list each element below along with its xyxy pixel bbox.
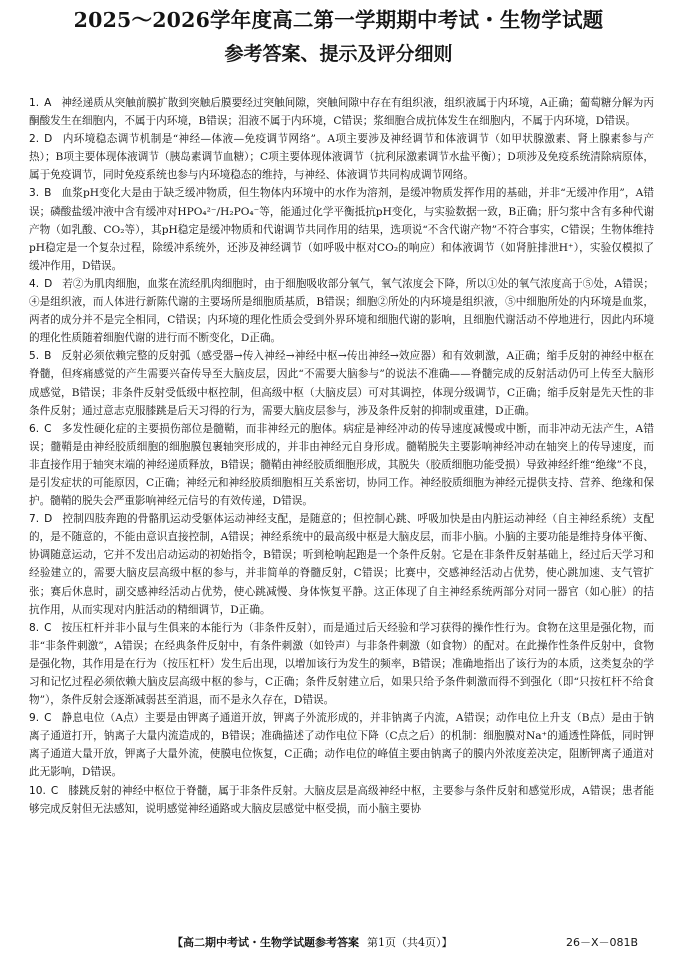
explanation-text: 控制四肢奔跑的骨骼肌运动受躯体运动神经支配，是随意的；但控制心跳、呼吸加快是由内脏运动神经（自主神经系统）支配的，是不随意的，不能由意识直接控制，A错误；神经系统中的最高级中枢是大脑皮层，而非小脑。小脑的主要功能是维持身体平衡、协调随意运动，它并不发出启动运动的初始指令，B错误；听到枪响起跑是一个条件反射。它是在非条件反射基础上，经过后天学习和经验建立的，需要大脑皮层高级中枢的参与，并非简单的脊髓反射，C错误；比赛中，交感神经活动占优势，使心跳加速、支气管扩张；赛后休息时，副交感神经活动占优势，使心跳减慢、身体恢复平静。这正体现了自主神经系统两部分对同一器官（如心脏）的拮抗作用，从而实现对内脏活动的精细调节，D正确。 (29, 513, 654, 616)
explanation-text: 静息电位（A点）主要是由钾离子通道开放，钾离子外流形成的，并非钠离子内流，A错误；动作电位上升支（B点）是由于钠离子通道打开，钠离子大量内流造成的，B错误；准确描述了动作电位下降（C点之后）的机制：细胞膜对Na⁺的通透性降低，同时钾离子通道大量开放，钾离子大量外流，使膜电位恢复，C正确；动作电位的峰值主要由钠离子的膜内外浓度差决定，阻断钾离子通道对此无影响，D错误。 (29, 712, 654, 779)
question-number: 3. (29, 187, 40, 200)
answer-item (29, 782, 654, 818)
answer-item (29, 184, 654, 274)
answer-choice: C (50, 784, 59, 797)
footer-paper-code: 26－X－081B (566, 936, 639, 949)
answer-item (29, 510, 654, 619)
footer-page-number: 第1页（共4页）】 (367, 936, 453, 949)
explanation-text: 内环境稳态调节机制是“神经—体液—免疫调节网络”。A项主要涉及神经调节和体液调节（如甲状腺激素、肾上腺素参与产热）；B项主要体现体液调节（胰岛素调节血糖）；C项主要体现体液调节（抗利尿激素调节水盐平衡）；D项涉及免疫系统清除病原体，属于免疫调节，同时免疫系统也参与内环境稳态的维持，与神经、体液调节共同构成调节网络。 (29, 133, 654, 182)
answer-item (29, 275, 654, 347)
explanation-text: 按压杠杆并非小鼠与生俱来的本能行为（非条件反射），而是通过后天经验和学习获得的操作性行为。食物在这里是强化物，而非“非条件刺激”，A错误；在经典条件反射中，有条件刺激（如铃声）与非条件刺激（如食物）的配对。在此操作性条件反射中，食物是强化物，其作用是在行为（按压杠杆）发生后出现，以增加该行为发生的频率，B错误；准确地指出了该行为的本质，这类复杂的学习和记忆过程必须依赖大脑皮层高级中枢的参与，C正确；条件反射建立后，如果只给予条件刺激而得不到强化（即“只按杠杆不给食物”），条件反射会逐渐减弱甚至消退，而不是永久存在，D错误。 (29, 621, 654, 707)
question-number: 5. (29, 350, 40, 363)
answer-item (29, 619, 654, 709)
explanation-text: 血浆pH变化大是由于缺乏缓冲物质，但生物体内环境中的水作为溶剂，是缓冲物质发挥作用的基础，并非“无缓冲作用”，A错误；磷酸盐缓冲液中含有缓冲对HPO₄²⁻/H₂PO₄⁻等，能通过化学平衡抵抗pH变化，与实验数据一致，B正确；肝匀浆中含有多种代谢产物（如乳酸、CO₂等），其pH稳定是缓冲物质和代谢调节共同作用的结果，选项说“不含代谢产物”不符合事实，C错误；生物体维持pH稳定是一个复杂过程，除缓冲系统外，还涉及神经调节（如呼吸中枢对CO₂的响应）和体液调节（如肾脏排泄H⁺），实验仅模拟了缓冲作用，D错误。 (29, 187, 654, 272)
answer-item (29, 420, 654, 510)
answer-choice: D (44, 133, 53, 146)
question-number: 6. (29, 422, 40, 435)
answer-choice: A (44, 97, 52, 109)
question-number: 1. (29, 97, 40, 109)
question-number: 9. (29, 712, 40, 725)
answer-choice: C (44, 621, 52, 634)
answer-item (29, 94, 654, 130)
question-number: 4. (29, 277, 40, 290)
answer-list (29, 94, 654, 818)
answer-choice: B (44, 350, 52, 363)
question-number: 8. (29, 621, 40, 634)
answer-choice: D (44, 513, 53, 526)
answer-item (29, 347, 654, 419)
explanation-text: 反射必须依赖完整的反射弧（感受器→传入神经→神经中枢→传出神经→效应器）和有效刺激，A正确；缩手反射的神经中枢在脊髓，但疼痛感觉的产生需要兴奋传导至大脑皮层，因此“不需要大脑参与”的说法不准确——脊髓完成的反射活动仍可上传至大脑形成感觉，B错误；非条件反射受低级中枢控制，但高级中枢（大脑皮层）可对其调控，体现分级调节，C正确；缩手反射是先天性的非条件反射；通过意志克服膝跳是后天习得的行为，需要大脑皮层参与，涉及条件反射的抑制或重建，D正确。 (29, 350, 654, 417)
answer-choice: B (44, 187, 52, 200)
question-number: 10. (29, 784, 46, 797)
explanation-text: 若②为肌肉细胞，血浆在流经肌肉细胞时，由于细胞吸收部分氧气，氧气浓度会下降，所以①处的氧气浓度高于⑤处，A错误；④是组织液，而人体进行新陈代谢的主要场所是细胞质基质，B错误；细胞②所处的内环境是组织液，⑤中细胞所处的内环境是血浆，两者的成分并不是完全相同，C错误；内环境的理化性质会受到外界环境和细胞代谢的影响，且细胞代谢活动不停地进行，因此内环境的理化性质随着细胞代谢的进行而不断变化，D正确。 (29, 277, 654, 345)
page-subtitle: 参考答案、提示及评分细则 (224, 43, 453, 65)
question-number: 2. (29, 133, 40, 146)
page-title: 2025～2026学年度高二第一学期期中考试・生物学试题 (73, 8, 604, 32)
explanation-text: 神经递质从突触前膜扩散到突触后膜要经过突触间隙，突触间隙中存在有组织液，组织液属于内环境，A正确；葡萄糖分解为丙酮酸发生在细胞内，不属于内环境，B错误；泪液不属于内环境，C错误；浆细胞合成抗体发生在细胞内，不属于内环境，D错误。 (29, 97, 654, 128)
answer-choice: C (44, 712, 52, 725)
explanation-text: 多发性硬化症的主要损伤部位是髓鞘，而非神经元的胞体。病症是神经冲动的传导速度减慢或中断，而非冲动无法产生，A错误；髓鞘是由神经胶质细胞的细胞膜包裹轴突形成的，并非由神经元自身形成。髓鞘脱失主要影响神经冲动在轴突上的传导速度，而非直接作用于轴突末端的神经递质释放，B错误；髓鞘由神经胶质细胞形成，其脱失（胶质细胞功能受损）导致神经纤维“绝缘”不良，是引发症状的可能原因，C正确；神经元和神经胶质细胞相互关系密切，协同工作。神经胶质细胞为神经元提供支持、营养、绝缘和保护。髓鞘的脱失会严重影响神经元信号的有效传递，D错误。 (29, 422, 654, 508)
question-number: 7. (29, 513, 40, 526)
explanation-text: 膝跳反射的神经中枢位于脊髓，属于非条件反射。大脑皮层是高级神经中枢，主要参与条件反射和感觉形成，A错误；患者能够完成反射但无法感知，说明感觉神经通路或大脑皮层感觉中枢受损，而小脑主要协 (29, 784, 654, 815)
answer-choice: D (44, 277, 53, 290)
answer-choice: C (44, 422, 52, 435)
answer-item (29, 709, 654, 781)
answer-item (29, 130, 654, 184)
footer-title: 【高二期中考试・生物学试题参考答案 第1页（共4页）】 (172, 936, 453, 949)
page-footer (0, 934, 677, 952)
